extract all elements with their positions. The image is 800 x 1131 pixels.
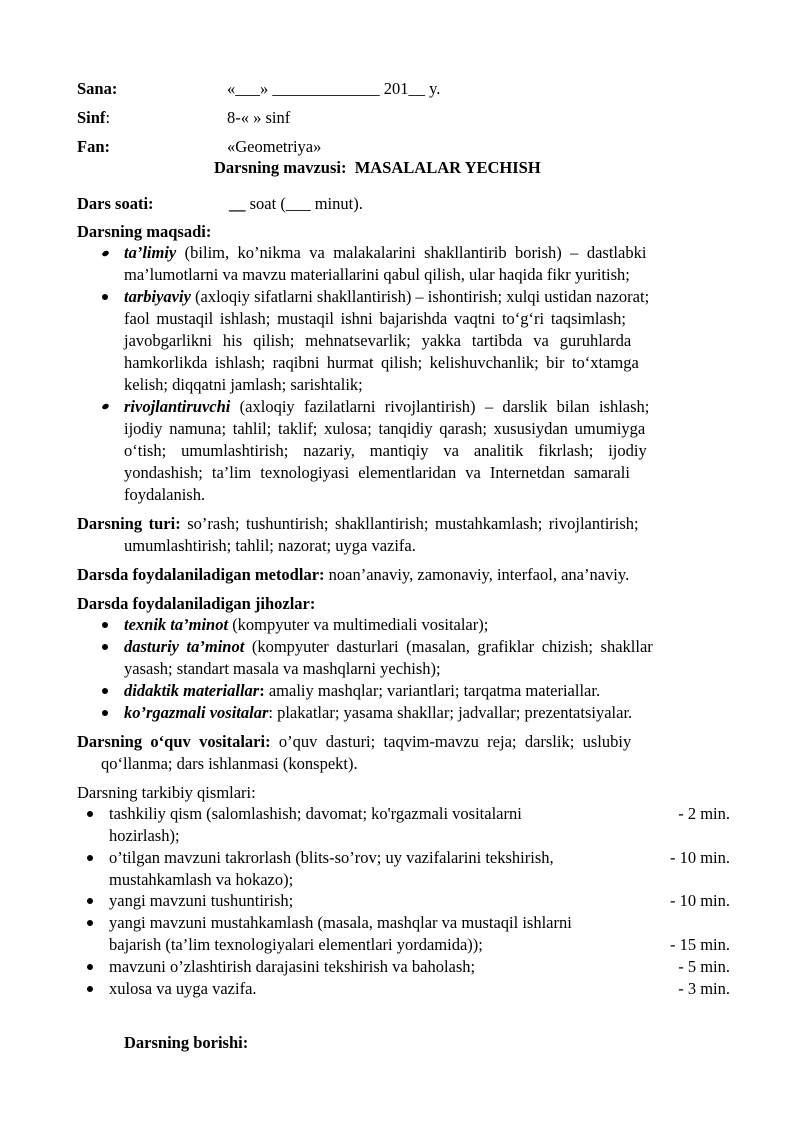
tarkibiy-item-4-line2: bajarish (ta’lim texnologiyalari elementlari yordamida)); (109, 935, 483, 954)
maqsad-item-tarbiyaviy-line5: kelish; diqqatni jamlash; sarishtalik; (124, 375, 363, 394)
mavzu-value: MASALALAR YECHISH (354, 158, 541, 177)
jihoz-item-dasturiy-line2: yasash; standart masala va mashqlarni yechish); (124, 659, 441, 678)
jihoz-term-korgazmali: ko’rgazmali vositalar (124, 703, 269, 722)
borishi-heading: Darsning borishi: (124, 1033, 249, 1052)
jihoz-item-text: amaliy mashqlar; variantlari; tarqatma materiallar. (264, 681, 601, 700)
jihozlar-heading: Darsda foydalaniladigan jihozlar: (77, 594, 316, 613)
soat-row (229, 193, 363, 214)
mavzu-label: Darsning mavzusi: (214, 158, 347, 177)
sana-label: Sana: (77, 79, 118, 98)
jihoz-item-text: (kompyuter va multimediali vositalar); (228, 615, 489, 634)
oquv-line1 (77, 731, 631, 752)
jihoz-item-texnik (124, 614, 488, 635)
maqsad-item-text: (axloqiy sifatlarni shakllantirish) – ishontirish; xulqi ustidan nazorat; (190, 287, 650, 306)
jihoz-term-colon: : (259, 681, 265, 700)
maqsad-item-rivoj-line4: yondashish; ta’lim texnologiyasi elementlaridan va Internetdan samarali (124, 463, 630, 482)
bullet-icon (87, 898, 93, 904)
turi-line1 (77, 513, 639, 534)
maqsad-item-talimiy-line2: ma’lumotlarni va mavzu materiallarini qabul qilish, ular haqida fikr yuritish; (124, 265, 630, 284)
tarkibiy-item-1-time: - 2 min. (678, 804, 730, 823)
mavzu-row (214, 157, 541, 178)
maqsad-item-rivoj-line1 (124, 396, 649, 417)
jihoz-item-korgazmali (124, 702, 632, 723)
oquv-text: o’quv dasturi; taqvim-mavzu reja; darslik; uslubiy (270, 732, 632, 751)
tarkibiy-item-3-line1: yangi mavzuni tushuntirish; (109, 891, 294, 910)
maqsad-item-tarbiyaviy-line3: javobgarlikni his qilish; mehnatsevarlik; yakka tartibda va guruhlarda (124, 331, 632, 350)
sana-value: «___» _____________ 201__ y. (227, 79, 441, 98)
tarkibiy-item-6-time: - 3 min. (678, 979, 730, 998)
sinf-label: Sinf (77, 108, 106, 127)
jihoz-item-text: (kompyuter dasturlari (masalan, grafiklar chizish; shakllar (244, 637, 653, 656)
maqsad-item-text: (bilim, ko’nikma va malakalarini shakllantirib borish) – dastlabki (176, 243, 647, 262)
sinf-value: 8-« » sinf (227, 108, 291, 127)
metodlar-value: noan’anaviy, zamonaviy, interfaol, ana’naviy. (324, 565, 630, 584)
jihoz-term-didaktik: didaktik materiallar (124, 681, 260, 700)
maqsad-item-tarbiyaviy-line2: faol mustaqil ishlash; mustaqil ishni bajarishda vaqtni to‘g‘ri taqsimlash; (124, 309, 626, 328)
soat-blank: __ (229, 194, 246, 213)
bullet-icon (101, 403, 110, 411)
jihoz-item-didaktik (124, 680, 600, 701)
maqsad-heading: Darsning maqsadi: (77, 222, 212, 241)
maqsad-item-rivoj-line2: ijodiy namuna; tahlil; taklif; xulosa; tanqidiy qarash; xususiydan umumiyga (124, 419, 646, 438)
jihoz-term-texnik: texnik ta’minot (124, 615, 229, 634)
metodlar-label: Darsda foydalaniladigan metodlar: (77, 565, 325, 584)
maqsad-term-tarbiyaviy: tarbiyaviy (124, 287, 191, 306)
bullet-icon (87, 964, 93, 970)
fan-label: Fan: (77, 137, 110, 156)
oquv-line2: qo‘llanma; dars ishlanmasi (konspekt). (101, 754, 358, 773)
tarkibiy-item-2-line2: mustahkamlash va hokazo); (109, 870, 294, 889)
maqsad-term-rivojlantiruvchi: rivojlantiruvchi (124, 397, 231, 416)
jihoz-item-dasturiy-line1 (124, 636, 653, 657)
tarkibiy-heading: Darsning tarkibiy qismlari: (77, 783, 256, 802)
maqsad-item-rivoj-line3: o‘tish; umumlashtirish; nazariy, mantiqiy va analitik fikrlash; ijodiy (124, 441, 647, 460)
tarkibiy-item-5-line1: mavzuni o’zlashtirish darajasini tekshirish va baholash; (109, 957, 476, 976)
maqsad-item-tarbiyaviy-line4: hamkorlikda ishlash; raqibni hurmat qilish; kelishuvchanlik; bir to‘xtamga (124, 353, 639, 372)
fan-value: «Geometriya» (227, 137, 322, 156)
tarkibiy-item-4-time: - 15 min. (669, 935, 730, 954)
bullet-icon (102, 294, 108, 300)
turi-label: Darsning turi: (77, 514, 181, 533)
tarkibiy-item-1-line1: tashkiliy qism (salomlashish; davomat; ko'rgazmali vositalarni (109, 804, 522, 823)
tarkibiy-item-6-line1: xulosa va uyga vazifa. (109, 979, 257, 998)
tarkibiy-item-2-line1: o’tilgan mavzuni takrorlash (blits-so’rov; uy vazifalarini tekshirish, (109, 848, 554, 867)
maqsad-item-tarbiyaviy-line1 (124, 286, 649, 307)
soat-label: Dars soati: (77, 194, 154, 213)
soat-value: soat (___ minut). (245, 194, 363, 213)
bullet-icon (102, 622, 108, 628)
tarkibiy-item-5-time: - 5 min. (678, 957, 730, 976)
turi-text: so’rash; tushuntirish; shakllantirish; mustahkamlash; rivojlantirish; (180, 514, 639, 533)
tarkibiy-item-4-line1: yangi mavzuni mustahkamlash (masala, mashqlar va mustaqil ishlarni (109, 913, 572, 932)
turi-line2: umumlashtirish; tahlil; nazorat; uyga vazifa. (124, 536, 416, 555)
bullet-icon (87, 855, 93, 861)
maqsad-item-talimiy-line1 (124, 242, 646, 263)
jihoz-item-text: : plakatlar; yasama shakllar; jadvallar; prezentatsiyalar. (268, 703, 633, 722)
jihoz-term-dasturiy: dasturiy ta’minot (124, 637, 245, 656)
maqsad-term-talimiy: ta’limiy (124, 243, 177, 262)
bullet-icon (87, 811, 93, 817)
maqsad-item-rivoj-line5: foydalanish. (124, 485, 206, 504)
oquv-label: Darsning o‘quv vositalari: (77, 732, 271, 751)
bullet-icon (101, 250, 110, 258)
bullet-icon (102, 644, 108, 650)
maqsad-item-text: (axloqiy fazilatlarni rivojlantirish) – darslik bilan ishlash; (230, 397, 650, 416)
metodlar-row (77, 564, 629, 585)
bullet-icon (87, 986, 93, 992)
tarkibiy-item-3-time: - 10 min. (669, 891, 730, 910)
tarkibiy-item-2-time: - 10 min. (669, 848, 730, 867)
bullet-icon (102, 710, 108, 716)
tarkibiy-item-1-line2: hozirlash); (109, 826, 180, 845)
bullet-icon (102, 688, 108, 694)
bullet-icon (87, 920, 93, 926)
sinf-colon: : (105, 108, 111, 127)
sinf-label-row (77, 107, 110, 128)
